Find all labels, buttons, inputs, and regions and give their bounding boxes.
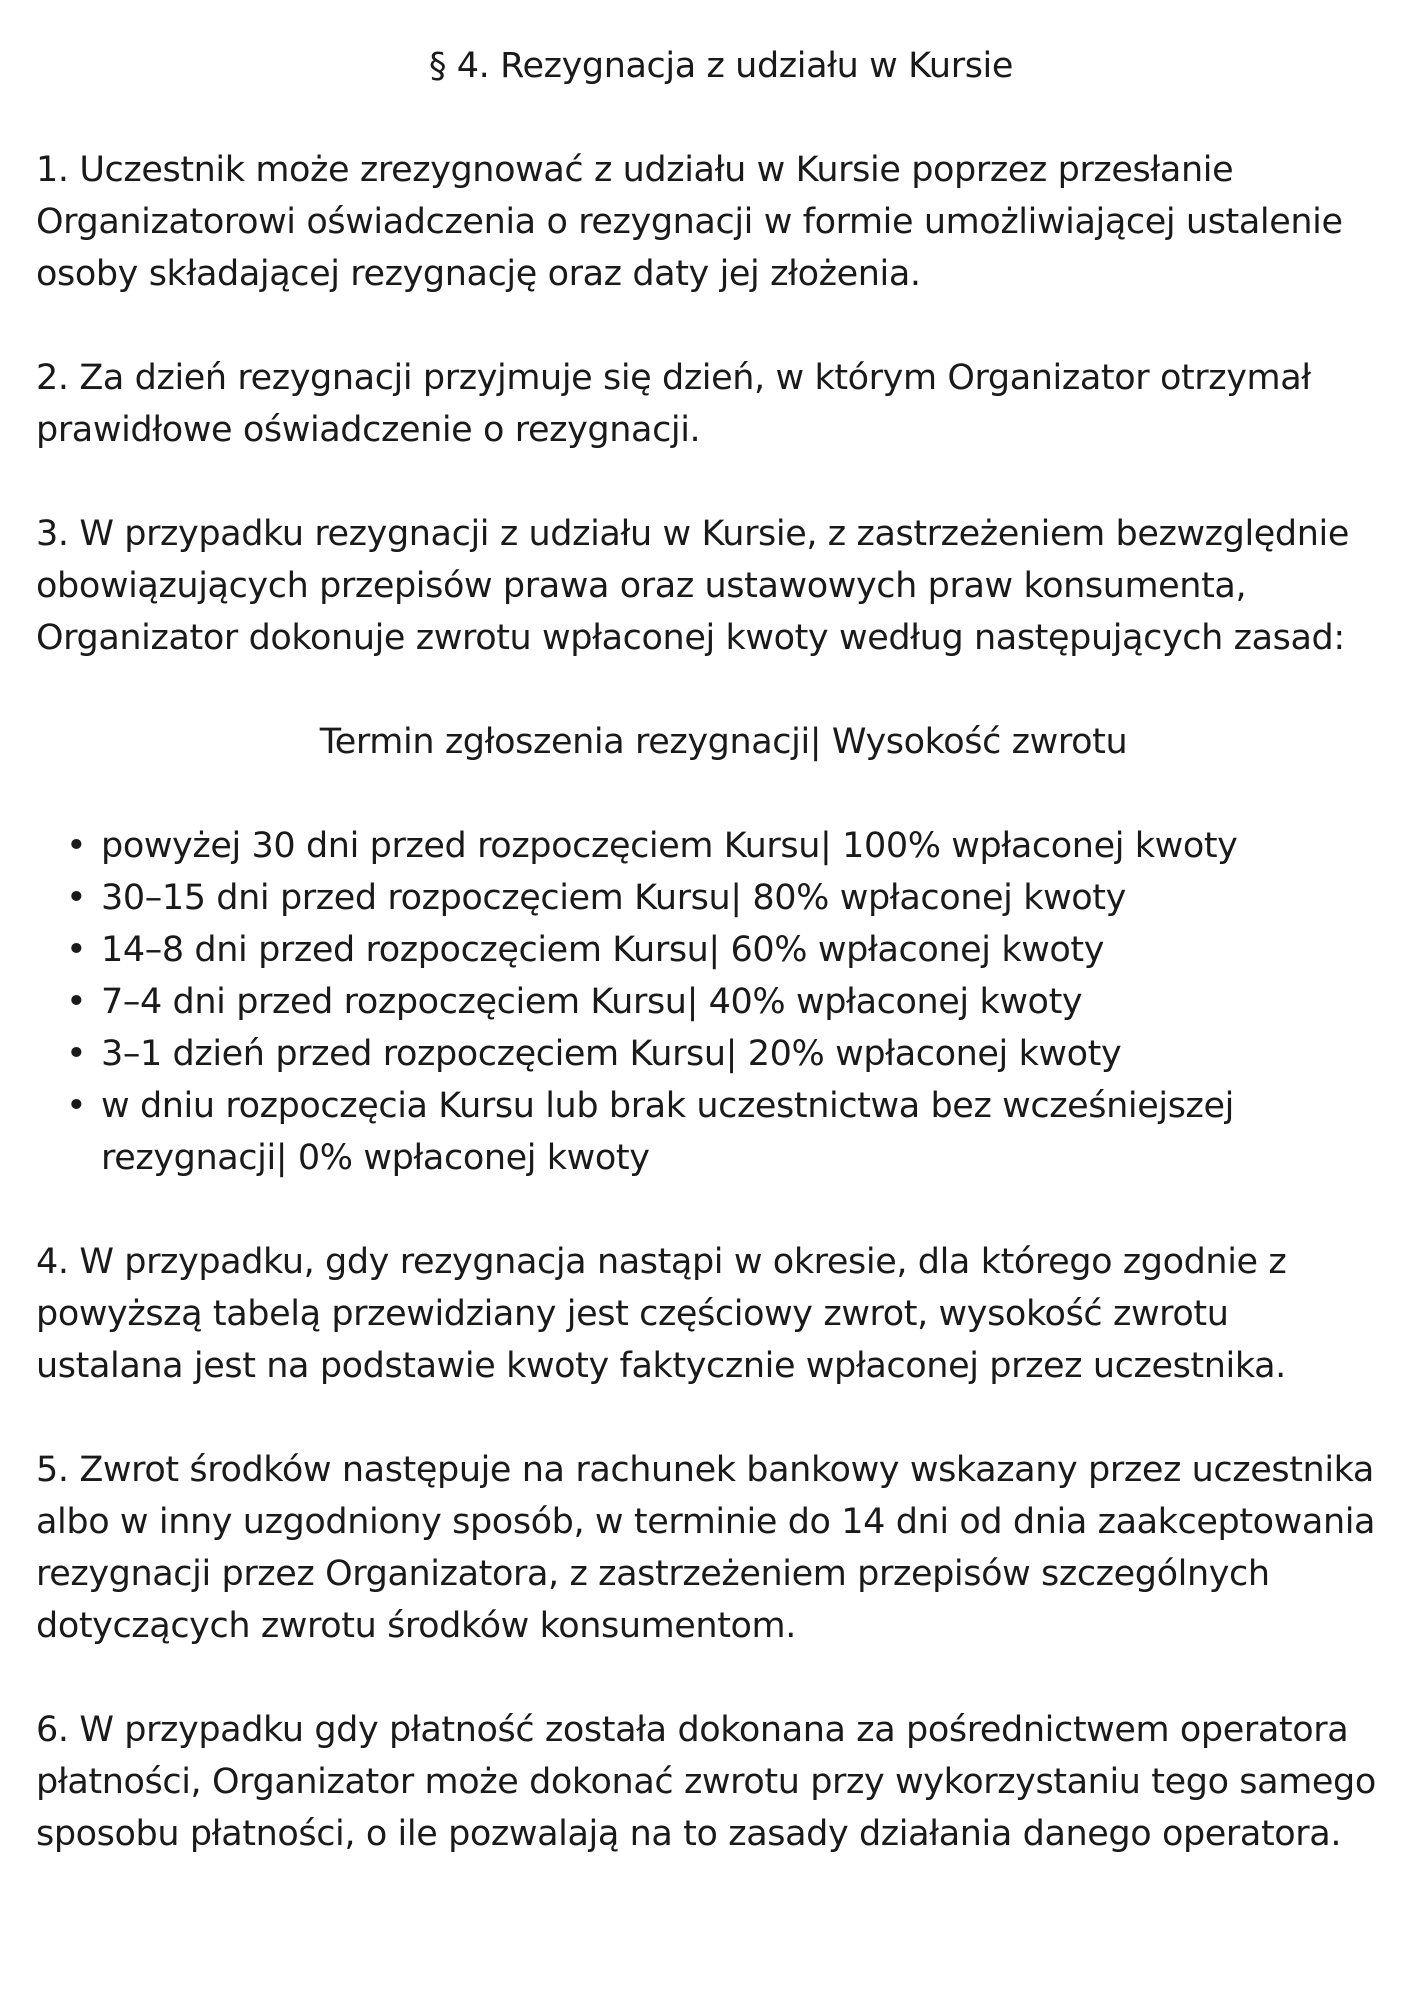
list-item-text: w dniu rozpoczęcia Kursu lub brak uczestnictwa bez wcześniejszej rezygnacji| 0% wpłaconej kwoty [101,1086,1234,1178]
paragraph-1: 1. Uczestnik może zrezygnować z udziału w Kursie poprzez przesłanie Organizatorowi oświadczenia o rezygnacji w formie umożliwiającej ustalenie osoby składającej rezygnację oraz daty jej złożenia. [36,150,1343,294]
paragraph-5: 5. Zwrot środków następuje na rachunek bankowy wskazany przez uczestnika albo w inny uzgodniony sposób, w terminie do 14 dni od dnia zaakceptowania rezygnacji przez Organizatora, z zastrzeżeniem przepisów szczególnych dotyczących zwrotu środków konsumentom. [36,1450,1376,1646]
list-item-text: powyżej 30 dni przed rozpoczęciem Kursu| 100% wpłaconej kwoty [101,826,1238,866]
bullet-icon: • [66,878,87,918]
list-item [66,924,1386,976]
list-item-text: 7–4 dni przed rozpoczęciem Kursu| 40% wpłaconej kwoty [101,982,1083,1022]
paragraph-6: 6. W przypadku gdy płatność została dokonana za pośrednictwem operatora płatności, Organizator może dokonać zwrotu przy wykorzystaniu tego samego sposobu płatności, o ile pozwalają na to zasady działania danego operatora. [36,1710,1376,1854]
bullet-icon: • [66,982,87,1022]
list-item [66,1080,1386,1184]
bullet-icon: • [66,1034,87,1074]
list-item-text: 30–15 dni przed rozpoczęciem Kursu| 80% wpłaconej kwoty [101,878,1126,918]
list-item [66,976,1386,1028]
section-heading: § 4. Rezygnacja z udziału w Kursie [428,46,1013,86]
refund-table-header: Termin zgłoszenia rezygnacji| Wysokość zwrotu [319,722,1128,762]
paragraph-3: 3. W przypadku rezygnacji z udziału w Kursie, z zastrzeżeniem bezwzględnie obowiązujących przepisów prawa oraz ustawowych praw konsumenta, Organizator dokonuje zwrotu wpłaconej kwoty według następujących zasad: [36,514,1349,658]
document [36,30,1386,1912]
list-item [66,872,1386,924]
list-item-text: 14–8 dni przed rozpoczęciem Kursu| 60% wpłaconej kwoty [101,930,1105,970]
bullet-icon: • [66,826,87,866]
paragraph-2: 2. Za dzień rezygnacji przyjmuje się dzień, w którym Organizator otrzymał prawidłowe oświadczenie o rezygnacji. [36,358,1311,450]
paragraph-4: 4. W przypadku, gdy rezygnacja nastąpi w okresie, dla którego zgodnie z powyższą tabelą przewidziany jest częściowy zwrot, wysokość zwrotu ustalana jest na podstawie kwoty faktycznie wpłaconej przez uczestnika. [36,1242,1287,1386]
list-item [66,820,1386,872]
list-item-text: 3–1 dzień przed rozpoczęciem Kursu| 20% wpłaconej kwoty [101,1034,1122,1074]
bullet-icon: • [66,1086,87,1126]
refund-rules-list [36,820,1386,1184]
list-item [66,1028,1386,1080]
bullet-icon: • [66,930,87,970]
